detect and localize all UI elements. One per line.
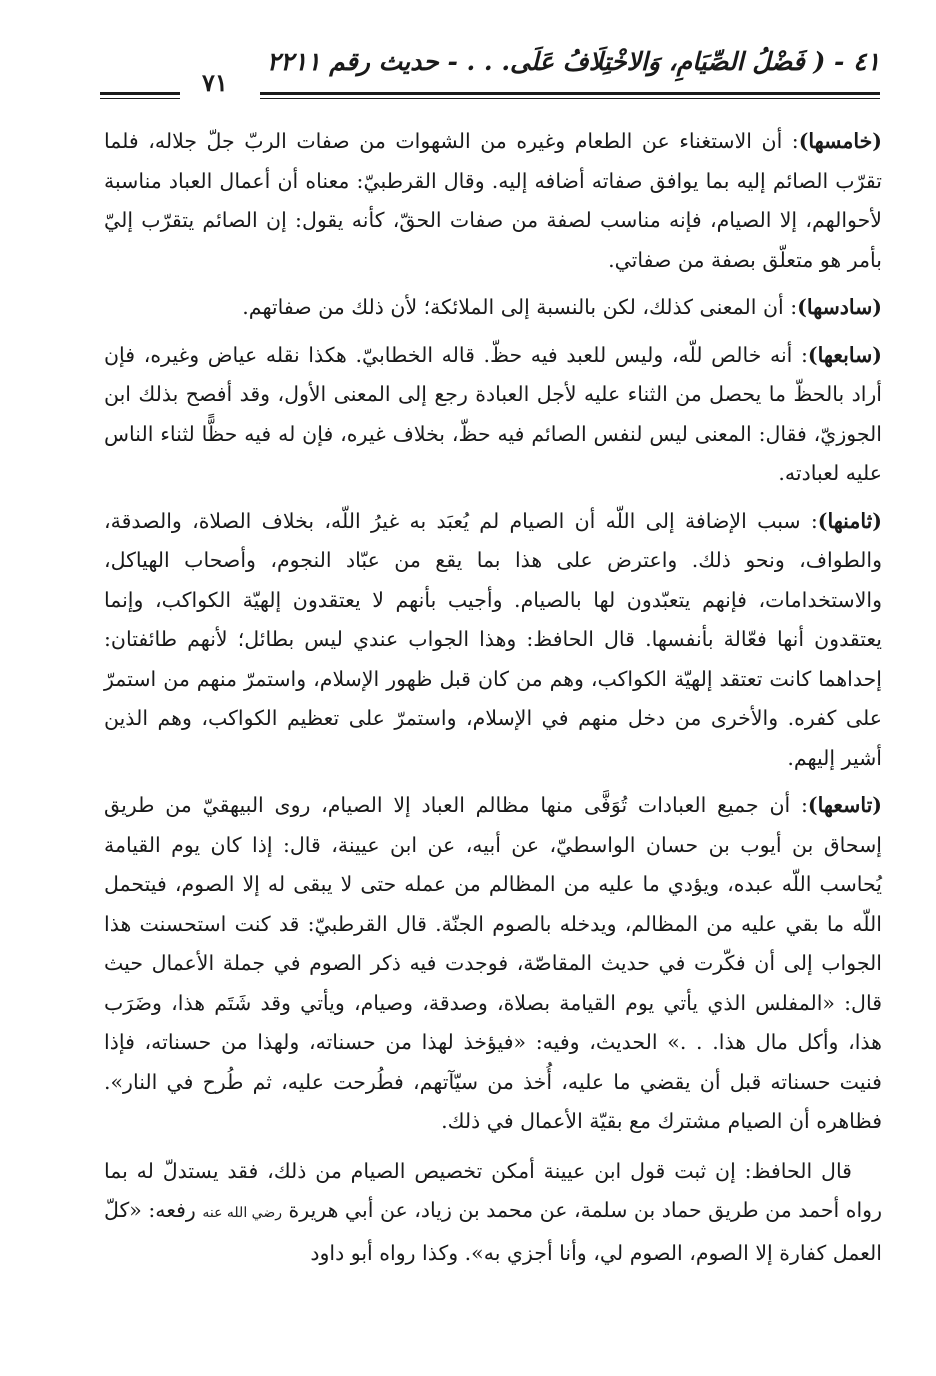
body-text xyxy=(104,122,882,1281)
header-rule xyxy=(260,92,880,99)
paragraph-text: : سبب الإضافة إلى اللّه أن الصيام لم يُعبَد به غيرُ اللّه، بخلاف الصلاة، والصدقة، والطواف، ونحو ذلك. واعترض على هذا بما يقع من عبّاد النجوم، وأصحاب الهياكل، والاستخدامات، فإنهم يتعبّدون لها بالصيام. وأجيب بأنهم لا يعتقدون إلهيّة الكواكب، وإنما يعتقدون أنها فعّالة بأنفسها. قال الحافظ: وهذا الجواب عندي ليس بطائل؛ لأنهم طائفتان: إحداهما كانت تعتقد إلهيّة الكواكب، وهم من كان قبل ظهور الإسلام، واستمرّ منهم من استمرّ على كفره. والأخرى من دخل منهم في الإسلام، واستمرّ على تعظيم الكواكب، وهم الذين أشير إليهم. xyxy=(104,508,882,770)
paragraph-lead: (ثامنها) xyxy=(817,508,882,533)
closing-text-continued: رفعه: «كلّ العمل كفارة إلا الصوم، الصوم لي، وأنا أجزي به». وكذا رواه أبو داود xyxy=(104,1198,882,1265)
paragraph-fifth xyxy=(104,122,882,280)
paragraph-eighth xyxy=(104,502,882,779)
header-rule-short xyxy=(100,92,180,99)
paragraph-text: : أنه خالص للّه، وليس للعبد فيه حظّ. قاله الخطابيّ. هكذا نقله عياض وغيره، فإن أراد بالحظّ ما يحصل من الثناء عليه لأجل العبادة رجع إلى المعنى الأول، وقد أفصح بذلك ابن الجوزيّ، فقال: المعنى ليس لنفس الصائم فيه حظّ، بخلاف غيره، فإن له فيه حظًّا لثناء الناس عليه لعبادته. xyxy=(104,342,882,485)
paragraph-text: : أن جميع العبادات تُوَفَّى منها مظالم العباد إلا الصيام، روى البيهقيّ من طريق إسحاق بن أيوب بن حسان الواسطيّ، عن أبيه، عن ابن عيينة، قال: إذا كان يوم القيامة يُحاسب اللّه عبده، ويؤدي ما عليه من المظالم من عمله حتى لا يبقى له إلا الصوم، فيتحمل اللّه ما بقي عليه من المظالم، ويدخله بالصوم الجنّة. قال القرطبيّ: قد كنت استحسنت هذا الجواب إلى أن فكّرت في حديث المقاصّة، فوجدت فيه ذكر الصوم في جملة الأعمال حيث قال: «المفلس الذي يأتي يوم القيامة بصلاة، وصدقة، وصيام، ويأتي وقد شَتَم هذا، وضَرَب هذا، وأكل مال هذا. . .» الحديث، وفيه: «فيؤخذ لهذا من حسناته، ولهذا من حسناته، فإذا فنيت حسناته قبل أن يقضي ما عليه، أُخذ من سيّآتهم، فطُرحت عليه، ثم طُرح في النار». فظاهره أن الصيام مشترك مع بقيّة الأعمال في ذلك. xyxy=(104,793,882,1133)
honorific-seal: رضي الله عنه xyxy=(202,1205,282,1221)
page-number: ٧١ xyxy=(202,68,228,97)
paragraph-lead: (سادسها) xyxy=(797,295,882,319)
header-title: ٤١ - ( فَضْلُ الصِّيَامِ، وَالاخْتِلَافُ عَلَى. . . - حديث رقم ٢٢١١ xyxy=(266,47,880,76)
paragraph-lead: (سابعها) xyxy=(807,342,882,367)
paragraph-seventh xyxy=(104,336,882,494)
closing-text: قال الحافظ: إن ثبت قول ابن عيينة أمكن تخصيص الصيام من ذلك، فقد يستدلّ له بما رواه أحمد من طريق حماد بن سلمة، عن محمد بن زياد، عن أبي هريرة xyxy=(104,1158,882,1222)
paragraph-lead: (خامسها) xyxy=(798,129,882,153)
paragraph-sixth xyxy=(104,288,882,328)
paragraph-text: : أن الاستغناء عن الطعام وغيره من الشهوات من صفات الربّ جلّ جلاله، فلما تقرّب الصائم إليه بما يوافق صفاته أضافه إليه. وقال القرطبيّ: معناه أن أعمال العباد مناسبة لأحوالهم، إلا الصيام، فإنه مناسب لصفة من صفات الحقّ، كأنه يقول: إن الصائم يتقرّب إليّ بأمر هو متعلّق بصفة من صفاتي. xyxy=(104,129,882,272)
paragraph-closing xyxy=(104,1152,882,1274)
paragraph-lead: (تاسعها) xyxy=(807,793,882,817)
running-header xyxy=(100,44,880,104)
paragraph-ninth xyxy=(104,786,882,1142)
paragraph-text: : أن المعنى كذلك، لكن بالنسبة إلى الملائكة؛ لأن ذلك من صفاتهم. xyxy=(242,295,798,319)
